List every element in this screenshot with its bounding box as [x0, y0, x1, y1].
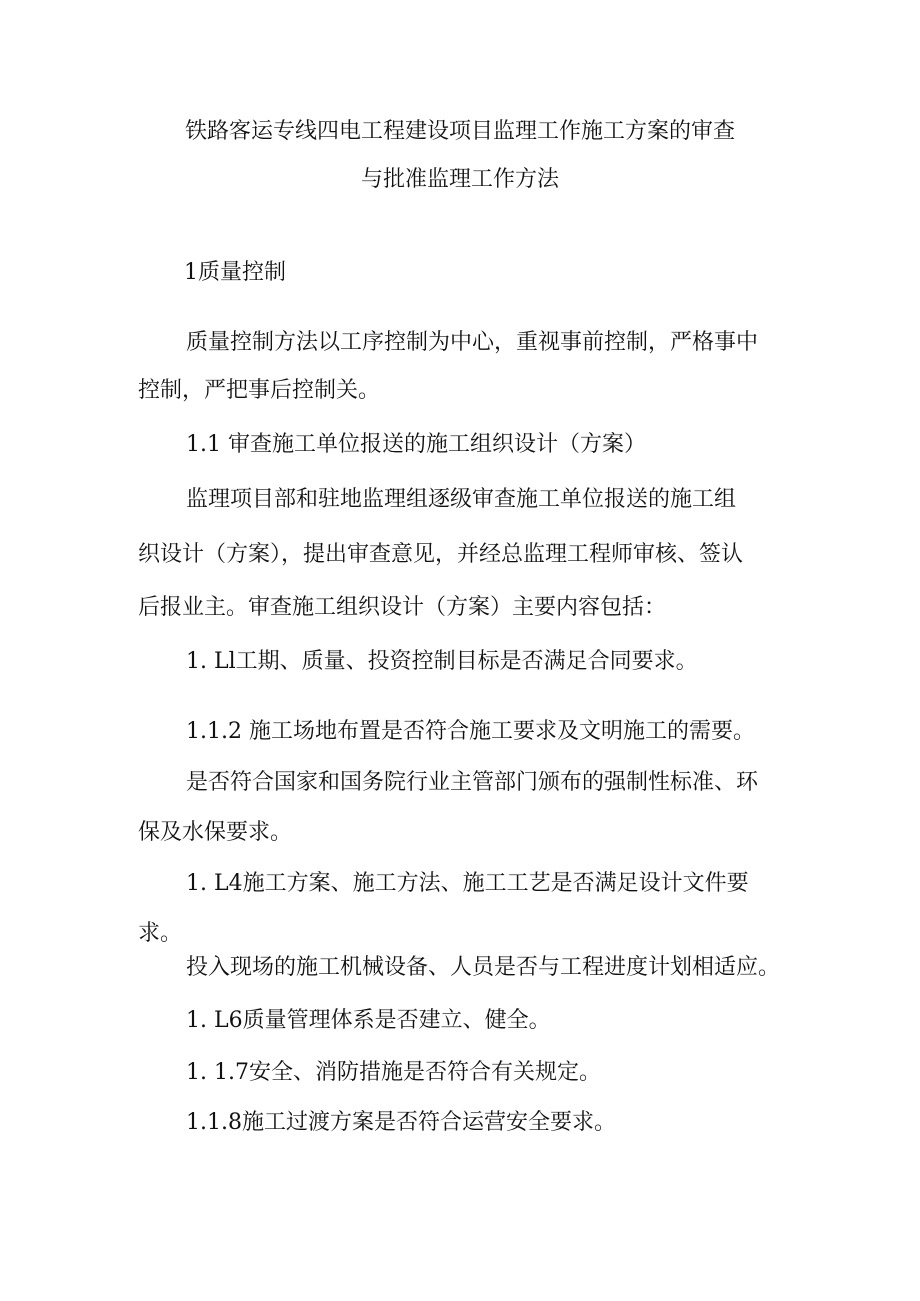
paragraph-review-line-3: 后报业主。审查施工组织设计（方案）主要内容包括：: [138, 595, 667, 620]
list-item-1-1-3-line-2: 保及水保要求。: [138, 820, 293, 845]
list-item-1-1-4-line-1: 1. L4施工方案、施工方法、施工工艺是否满足设计文件要: [186, 871, 749, 896]
section-heading-quality-control: 1质量控制: [184, 260, 286, 285]
list-item-1-1-3-line-1: 是否符合国家和国务院行业主管部门颁布的强制性标准、环: [186, 770, 759, 795]
list-item-1-1-2: 1.1.2 施工场地布置是否符合施工要求及文明施工的需要。: [186, 719, 755, 744]
list-item-1-1-4-line-2: 求。: [138, 921, 183, 946]
paragraph-review-line-2: 织设计（方案），提出审查意见，并经总监理工程师审核、签认: [138, 542, 744, 567]
list-item-1-1-7: 1. 1.7安全、消防措施是否符合有关规定。: [186, 1060, 601, 1085]
paragraph-intro-line-2: 控制，严把事后控制关。: [138, 378, 381, 403]
list-item-1-1-5: 投入现场的施工机械设备、人员是否与工程进度计划相适应。: [186, 955, 781, 980]
paragraph-intro-line-1: 质量控制方法以工序控制为中心，重视事前控制，严格事中: [186, 330, 759, 355]
list-item-1-1-8: 1.1.8施工过渡方案是否符合运营安全要求。: [186, 1110, 616, 1135]
document-title-line-2: 与批准监理工作方法: [360, 167, 559, 192]
subsection-heading-1-1: 1.1 审查施工单位报送的施工组织设计（方案）: [186, 432, 646, 457]
document-title-line-1: 铁路客运专线四电工程建设项目监理工作施工方案的审查: [184, 119, 735, 144]
paragraph-review-line-1: 监理项目部和驻地监理组逐级审查施工单位报送的施工组: [186, 487, 737, 512]
list-item-1-1-1: 1. Ll工期、质量、投资控制目标是否满足合同要求。: [186, 649, 698, 674]
list-item-1-1-6: 1. L6质量管理体系是否建立、健全。: [186, 1008, 551, 1033]
